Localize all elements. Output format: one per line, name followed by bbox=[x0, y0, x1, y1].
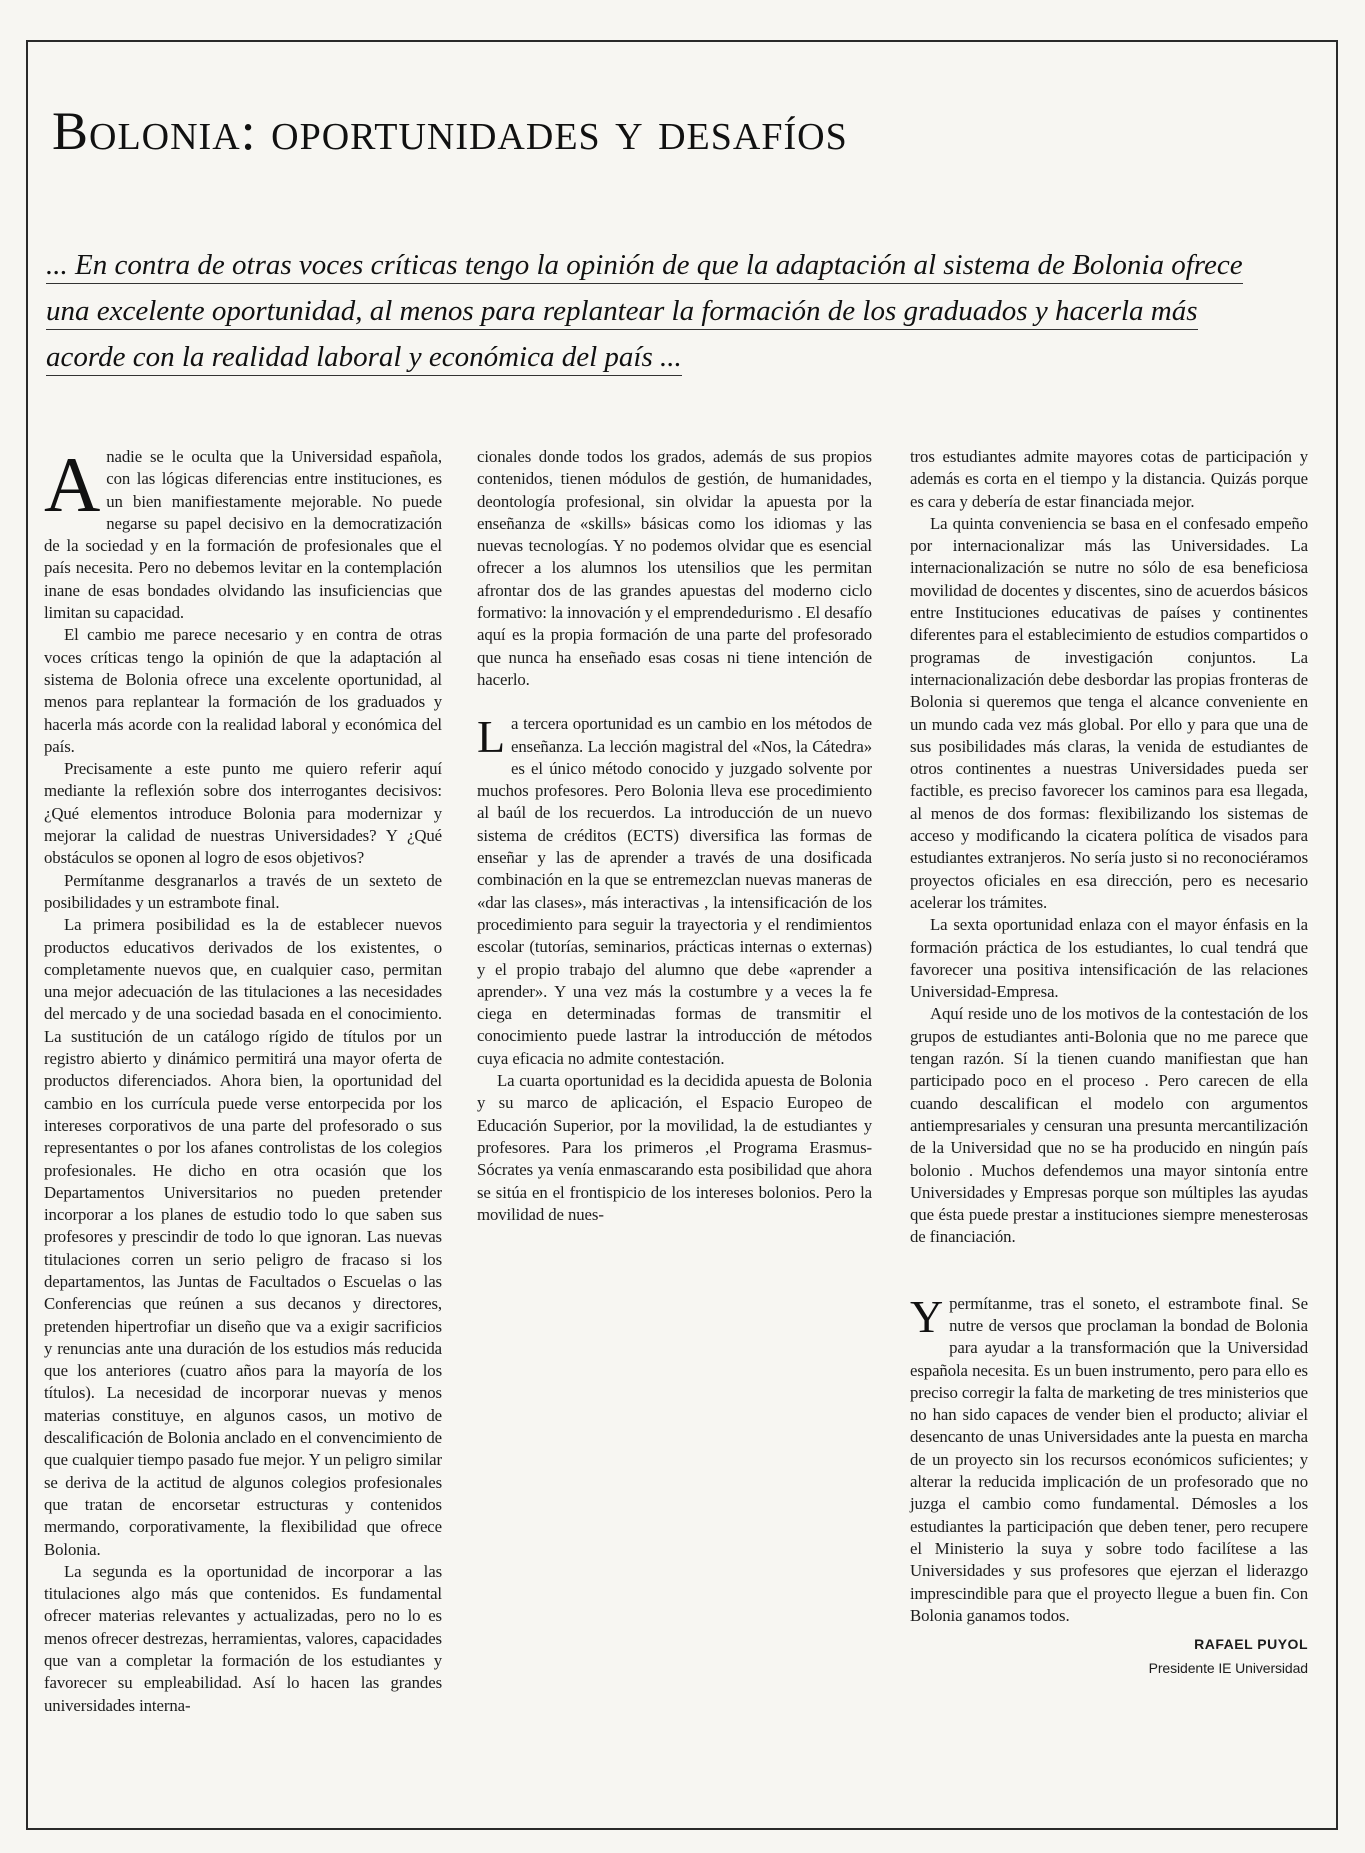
article-lead bbox=[46, 242, 1306, 380]
paragraph: La quinta conveniencia se basa en el confesado empeño por internacionalizar más las Universidades. La internacionalización se nutre no sólo de esa beneficiosa movilidad de docentes y discentes, sino de acuerdos básicos entre Instituciones educativas de países y continentes diferentes para el establecimiento de estudios compartidos o programas de investigación conjuntos. La internacionalización debe desbordar las propias fronteras de Bolonia si queremos que tenga el alcance conveniente en un mundo cada vez más global. Por ello y para que una de sus posibilidades más claras, la venida de estudiantes de otros continentes a nuestras Universidades pueda ser factible, es preciso favorecer los caminos para esa llegada, al menos de dos formas: flexibilizando los sistemas de acceso y modificando la cicatera política de visados para estudiantes extranjeros. No sería justo si no reconociéramos proyectos oficiales en esa dirección, pero es necesario acelerar los trámites. bbox=[910, 513, 1309, 912]
paragraph: La primera posibilidad es la de establecer nuevos productos educativos derivados de los existentes, o completamente nuevos que, en cualquier caso, permitan una mejor adecuación de las titulaciones a las necesidades del mercado y de una sociedad basada en el conocimiento. La sustitución de un catálogo rígido de títulos por un registro abierto y dinámico permitirá una mayor oferta de productos diferenciados. Ahora bien, la oportunidad del cambio en los currícula puede verse entorpecida por los intereses corporativos de una parte del profesorado o sus representantes o por los afanes controlistas de los colegios profesionales. He dicho en otra ocasión que los Departamentos Universitarios no pueden pretender incorporar a los planes de estudio todo lo que saben sus profesores y prescindir de todo lo que ignoran. Las nuevas titulaciones corren un serio peligro de fracaso si los departamentos, las Juntas de Facultados o Escuelas o las Conferencias que reúnen a sus decanos y directores, pretenden hipertrofiar un diseño que va a exigir sacrificios y renuncias ante una duración de los estudios más reducida que los anteriores (cuatro años para la mayoría de los títulos). La necesidad de incorporar nuevas y menos materias constituye, en algunos casos, un motivo de descalificación de Bolonia anclado en el convencimiento de que cualquier tiempo pasado fue mejor. Y un peligro similar se deriva de la actitud de algunos colegios profesionales que tratan de encorsetar estructuras y contenidos mermando, corporativamente, la flexibilidad que ofrece Bolonia. bbox=[44, 915, 442, 1559]
paragraph: La cuarta oportunidad es la decidida apuesta de Bolonia y su marco de aplicación, el Espacio Europeo de Educación Superior, por la movilidad, la de estudiantes y profesores. Para los primeros ,el Programa Erasmus-Sócrates ya venía enmascarando esta posibilidad que ahora se sitúa en el frontispicio de los intereses bolonios. Pero la movilidad de nues- bbox=[477, 1071, 872, 1224]
column-1 bbox=[44, 441, 442, 1717]
paragraph: La segunda es la oportunidad de incorporar a las titulaciones algo más que contenidos. Es fundamental ofrecer materias relevantes y actualizadas, pero no lo es menos ofrecer destrezas, herramientas, valores, capacidades que van a completar la formación de los estudiantes y favorecer su empleabilidad. Así lo hacen las grandes universidades interna- bbox=[44, 1561, 442, 1715]
column-3 bbox=[910, 446, 1308, 1680]
drop-cap: L bbox=[477, 711, 505, 763]
paragraph-text: permítanme, tras el soneto, el estrambote final. Se nutre de versos que proclaman la bondad de Bolonia para ayudar a la transformación que la Universidad española necesita. Es un buen instrumento, pero para ello es preciso corregir la falta de marketing de tres ministerios que no han sido capaces de vender bien el producto; aliviar el desencanto de unas Universidades ante la puesta en marcha de un proyecto sin los recursos económicos suficientes; y alterar la reducida implicación de un profesorado que no juzga el cambio como fundamental. Démosles a los estudiantes la participación que deben tener, pero recupere el Ministerio la suya y sobre todo facilítese a las Universidades y sus profesores que ejerzan el liderazgo imprescindible para que el proyecto llegue a buen fin. Con Bolonia ganamos todos. bbox=[910, 1293, 1308, 1625]
article-title: Bolonia: oportunidades y desafíos bbox=[52, 101, 848, 161]
paragraph bbox=[910, 1290, 1308, 1627]
paragraph: Aquí reside uno de los motivos de la contestación de los grupos de estudiantes anti-Bolonia que no me parece que tengan razón. Sí la tienen cuando manifiestan que han participado poco en el proceso . Pero carecen de ella cuando descalifican el modelo con argumentos antiempresariales y censuran una presunta mercantilización de la Universidad que no se ha producido en ningún país bolonio . Muchos defendemos una mayor sintonía entre Universidades y Empresas porque son múltiples las ayudas que ésta puede prestar a instituciones siempre menesterosas de financiación. bbox=[910, 1004, 1308, 1247]
paragraph: La sexta oportunidad enlaza con el mayor énfasis en la formación práctica de los estudiantes, lo cual tendrá que favorecer una positiva intensificación de las relaciones Universidad-Empresa. bbox=[910, 915, 1308, 1002]
paragraph-text: a tercera oportunidad es un cambio en los métodos de enseñanza. La lección magistral del «Nos, la Cátedra» es el único método conocido y juzgado solvente por muchos profesores. Pero Bolonia lleva ese procedimiento al baúl de los recuerdos. La introducción de un nuevo sistema de créditos (ECTS) diversifica las formas de enseñar y las de aprender a través de una dosificada combinación en la que se entremezclan nuevas maneras de «dar las clases», más interactivas , la intensificación de los procedimiento para seguir la trayectoria y el rendimientos escolar (tutorías, seminarios, prácticas internas o externas) y el propio trabajo del alumno que debe «aprender a aprender». Y una vez más la costumbre y a veces la fe ciega en determinadas formas de transmitir el conocimiento puede lastrar la introducción de métodos cuya eficacia no admite contestación. bbox=[477, 714, 872, 1068]
lead-line-2: una excelente oportunidad, al menos para replantear la formación de los graduados y hacerla más bbox=[46, 295, 1198, 330]
paragraph: Precisamente a este punto me quiero referir aquí mediante la reflexión sobre dos interrogantes decisivos: ¿Qué elementos introduce Bolonia para modernizar y mejorar la calidad de nuestras Universidades? Y ¿Qué obstáculos se oponen al logro de esos objetivos? bbox=[44, 759, 442, 868]
paragraph: cionales donde todos los grados, además de sus propios contenidos, tienen módulos de gestión, de humanidades, deontología profesional, sin olvidar la apuesta por la enseñanza de «skills» básicas como los idiomas y las nuevas tecnologías. Y no podemos olvidar que es esencial ofrecer a los alumnos los utensilios que les permitan afrontar dos de las grandes apuestas del moderno ciclo formativo: la innovación y el emprendedurismo . El desafío aquí es la propia formación de una parte del profesorado que nunca ha enseñado esas cosas ni tiene intención de hacerlo. bbox=[477, 447, 872, 689]
paragraph bbox=[477, 713, 872, 1070]
column-2 bbox=[477, 446, 872, 1226]
drop-cap: A bbox=[44, 441, 101, 528]
paragraph: El cambio me parece necesario y en contra de otras voces críticas tengo la opinión de que la adaptación al sistema de Bolonia ofrece una excelente oportunidad, al menos para replantear la formación de los graduados y hacerla más acorde con la realidad laboral y económica del país. bbox=[44, 625, 442, 756]
author-role: Presidente IE Universidad bbox=[1148, 1660, 1308, 1677]
drop-cap: Y bbox=[910, 1290, 944, 1342]
paragraph: Permítanme desgranarlos a través de un sexteto de posibilidades y un estrambote final. bbox=[44, 870, 442, 912]
lead-line-1: ... En contra de otras voces críticas tengo la opinión de que la adaptación al sistema de Bolonia ofrece bbox=[46, 249, 1243, 284]
lead-line-3: acorde con la realidad laboral y económica del país ... bbox=[46, 341, 682, 376]
paragraph bbox=[44, 441, 442, 624]
paragraph: tros estudiantes admite mayores cotas de participación y además es corta en el tiempo y la distancia. Quizás porque es cara y debería de estar financiada mejor. bbox=[910, 447, 1308, 511]
paragraph-text: nadie se le oculta que la Universidad española, con las lógicas diferencias entre instituciones, es un bien manifiestamente mejorable. No puede negarse su papel decisivo en la democratización de la sociedad y en la formación de profesionales que el país necesita. Pero no debemos levitar en la contemplación inane de esas bondades olvidando las insuficiencias que limitan su capacidad. bbox=[44, 447, 442, 623]
author-name: RAFAEL PUYOL bbox=[1194, 1636, 1308, 1653]
